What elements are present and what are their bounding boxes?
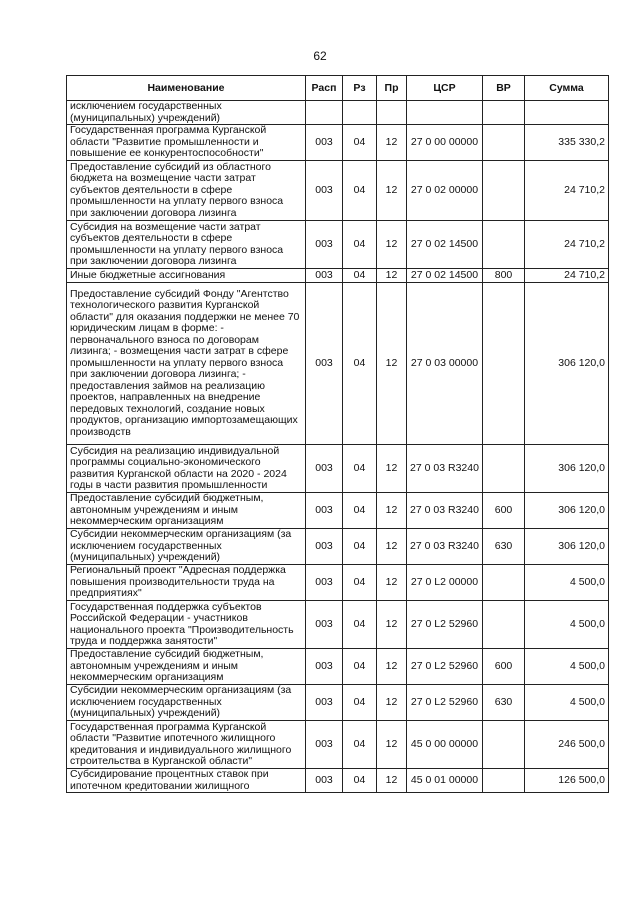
cell-csr: 27 0 L2 52960 bbox=[407, 649, 483, 685]
cell-sum: 24 710,2 bbox=[525, 269, 609, 283]
table-row bbox=[67, 565, 609, 601]
cell-name: Предоставление субсидий из областного бюджета на возмещение части затрат субъектов деятельности в сфере промышленности на уплату первого взноса при заключении договора лизинга bbox=[67, 161, 306, 221]
cell-pr: 12 bbox=[377, 445, 407, 493]
cell-csr: 27 0 03 R3240 bbox=[407, 529, 483, 565]
cell-sum: 24 710,2 bbox=[525, 221, 609, 269]
cell-rz bbox=[343, 101, 377, 125]
cell-pr: 12 bbox=[377, 529, 407, 565]
cell-vr bbox=[483, 221, 525, 269]
cell-csr: 45 0 01 00000 bbox=[407, 769, 483, 793]
cell-name: Предоставление субсидий бюджетным, автономным учреждениям и иным некоммерческим организациям bbox=[67, 649, 306, 685]
cell-name: Субсидии некоммерческим организациям (за исключением государственных (муниципальных) учреждений) bbox=[67, 685, 306, 721]
cell-vr bbox=[483, 101, 525, 125]
header-rasp: Расп bbox=[306, 76, 343, 101]
cell-pr: 12 bbox=[377, 493, 407, 529]
table-row bbox=[67, 649, 609, 685]
cell-name: Государственная поддержка субъектов Российской Федерации - участников национального проекта "Производительность труда и поддержка занятости" bbox=[67, 601, 306, 649]
cell-pr: 12 bbox=[377, 565, 407, 601]
cell-vr: 600 bbox=[483, 649, 525, 685]
cell-rasp: 003 bbox=[306, 493, 343, 529]
cell-pr: 12 bbox=[377, 685, 407, 721]
cell-rz: 04 bbox=[343, 769, 377, 793]
table-row bbox=[67, 101, 609, 125]
cell-rasp: 003 bbox=[306, 565, 343, 601]
cell-name: Предоставление субсидий бюджетным, автономным учреждениям и иным некоммерческим организациям bbox=[67, 493, 306, 529]
header-rz: Рз bbox=[343, 76, 377, 101]
cell-pr: 12 bbox=[377, 769, 407, 793]
cell-pr bbox=[377, 101, 407, 125]
cell-vr bbox=[483, 769, 525, 793]
cell-rasp: 003 bbox=[306, 529, 343, 565]
cell-vr: 600 bbox=[483, 493, 525, 529]
table-row bbox=[67, 221, 609, 269]
cell-pr: 12 bbox=[377, 125, 407, 161]
header-name: Наименование bbox=[67, 76, 306, 101]
cell-rasp: 003 bbox=[306, 685, 343, 721]
cell-pr: 12 bbox=[377, 649, 407, 685]
header-pr: Пр bbox=[377, 76, 407, 101]
cell-vr: 630 bbox=[483, 529, 525, 565]
cell-sum bbox=[525, 101, 609, 125]
table-row bbox=[67, 769, 609, 793]
cell-sum: 126 500,0 bbox=[525, 769, 609, 793]
cell-sum: 306 120,0 bbox=[525, 283, 609, 445]
cell-rasp: 003 bbox=[306, 769, 343, 793]
cell-pr: 12 bbox=[377, 269, 407, 283]
table-header-row bbox=[67, 76, 609, 101]
cell-name: Субсидии некоммерческим организациям (за исключением государственных (муниципальных) учреждений) bbox=[67, 529, 306, 565]
table-row bbox=[67, 721, 609, 769]
cell-vr bbox=[483, 445, 525, 493]
header-csr: ЦСР bbox=[407, 76, 483, 101]
table-row bbox=[67, 493, 609, 529]
cell-csr: 27 0 L2 52960 bbox=[407, 685, 483, 721]
cell-name: Государственная программа Курганской области "Развитие ипотечного жилищного кредитования и индивидуального жилищного строительства в Курганской области" bbox=[67, 721, 306, 769]
table-row bbox=[67, 125, 609, 161]
cell-vr bbox=[483, 125, 525, 161]
budget-table bbox=[66, 75, 609, 793]
cell-csr: 27 0 02 14500 bbox=[407, 269, 483, 283]
table-row bbox=[67, 445, 609, 493]
cell-rasp: 003 bbox=[306, 269, 343, 283]
cell-csr: 27 0 02 00000 bbox=[407, 161, 483, 221]
cell-rz: 04 bbox=[343, 445, 377, 493]
cell-rz: 04 bbox=[343, 721, 377, 769]
cell-vr: 630 bbox=[483, 685, 525, 721]
cell-rasp: 003 bbox=[306, 649, 343, 685]
cell-csr: 27 0 03 00000 bbox=[407, 283, 483, 445]
cell-name: Региональный проект "Адресная поддержка повышения производительности труда на предприятиях" bbox=[67, 565, 306, 601]
header-sum: Сумма bbox=[525, 76, 609, 101]
cell-sum: 24 710,2 bbox=[525, 161, 609, 221]
cell-rasp: 003 bbox=[306, 221, 343, 269]
cell-rasp: 003 bbox=[306, 721, 343, 769]
cell-rz: 04 bbox=[343, 493, 377, 529]
cell-rz: 04 bbox=[343, 565, 377, 601]
cell-name: Предоставление субсидий Фонду "Агентство технологического развития Курганской области" для оказания поддержки не менее 70 юридическим лицам в форме: - первоначального взноса по договорам лизинга; - возмещения части затрат в сфере промышленности на уплату первого взноса при заключении договора лизинга; - предоставления займов на реализацию проектов, направленных на внедрение передовых технологий, создание новых продуктов, организацию импортозамещающих производств bbox=[67, 283, 306, 445]
cell-pr: 12 bbox=[377, 721, 407, 769]
cell-pr: 12 bbox=[377, 283, 407, 445]
table-row bbox=[67, 529, 609, 565]
table-row bbox=[67, 269, 609, 283]
cell-csr: 45 0 00 00000 bbox=[407, 721, 483, 769]
table-row bbox=[67, 283, 609, 445]
cell-rz: 04 bbox=[343, 529, 377, 565]
cell-rasp: 003 bbox=[306, 283, 343, 445]
cell-name: исключением государственных (муниципальных) учреждений) bbox=[67, 101, 306, 125]
cell-sum: 306 120,0 bbox=[525, 445, 609, 493]
cell-csr: 27 0 02 14500 bbox=[407, 221, 483, 269]
cell-rz: 04 bbox=[343, 125, 377, 161]
cell-rz: 04 bbox=[343, 601, 377, 649]
table-row bbox=[67, 601, 609, 649]
cell-name: Субсидирование процентных ставок при ипотечном кредитовании жилищного bbox=[67, 769, 306, 793]
cell-sum: 246 500,0 bbox=[525, 721, 609, 769]
cell-rz: 04 bbox=[343, 161, 377, 221]
cell-pr: 12 bbox=[377, 161, 407, 221]
cell-name: Иные бюджетные ассигнования bbox=[67, 269, 306, 283]
cell-rasp: 003 bbox=[306, 125, 343, 161]
cell-sum: 4 500,0 bbox=[525, 565, 609, 601]
cell-sum: 4 500,0 bbox=[525, 685, 609, 721]
cell-name: Субсидия на возмещение части затрат субъектов деятельности в сфере промышленности на уплату первого взноса при заключении договора лизинга bbox=[67, 221, 306, 269]
header-vr: ВР bbox=[483, 76, 525, 101]
cell-pr: 12 bbox=[377, 601, 407, 649]
cell-sum: 306 120,0 bbox=[525, 493, 609, 529]
cell-csr: 27 0 00 00000 bbox=[407, 125, 483, 161]
cell-rasp bbox=[306, 101, 343, 125]
cell-sum: 306 120,0 bbox=[525, 529, 609, 565]
table-row bbox=[67, 161, 609, 221]
cell-rz: 04 bbox=[343, 221, 377, 269]
cell-rz: 04 bbox=[343, 283, 377, 445]
cell-name: Субсидия на реализацию индивидуальной программы социально-экономического развития Курганской области на 2020 - 2024 годы в части развития промышленности bbox=[67, 445, 306, 493]
cell-rasp: 003 bbox=[306, 445, 343, 493]
page-number: 62 bbox=[313, 49, 327, 63]
cell-rasp: 003 bbox=[306, 161, 343, 221]
cell-vr bbox=[483, 161, 525, 221]
cell-vr bbox=[483, 565, 525, 601]
cell-vr bbox=[483, 283, 525, 445]
cell-name: Государственная программа Курганской области "Развитие промышленности и повышение ее конкурентоспособности" bbox=[67, 125, 306, 161]
cell-csr: 27 0 03 R3240 bbox=[407, 445, 483, 493]
cell-sum: 4 500,0 bbox=[525, 649, 609, 685]
cell-sum: 335 330,2 bbox=[525, 125, 609, 161]
cell-vr bbox=[483, 601, 525, 649]
cell-csr: 27 0 L2 00000 bbox=[407, 565, 483, 601]
cell-rz: 04 bbox=[343, 269, 377, 283]
cell-rz: 04 bbox=[343, 649, 377, 685]
cell-vr bbox=[483, 721, 525, 769]
cell-csr: 27 0 L2 52960 bbox=[407, 601, 483, 649]
cell-rz: 04 bbox=[343, 685, 377, 721]
cell-rasp: 003 bbox=[306, 601, 343, 649]
table-row bbox=[67, 685, 609, 721]
cell-csr: 27 0 03 R3240 bbox=[407, 493, 483, 529]
cell-pr: 12 bbox=[377, 221, 407, 269]
cell-vr: 800 bbox=[483, 269, 525, 283]
cell-sum: 4 500,0 bbox=[525, 601, 609, 649]
cell-csr bbox=[407, 101, 483, 125]
